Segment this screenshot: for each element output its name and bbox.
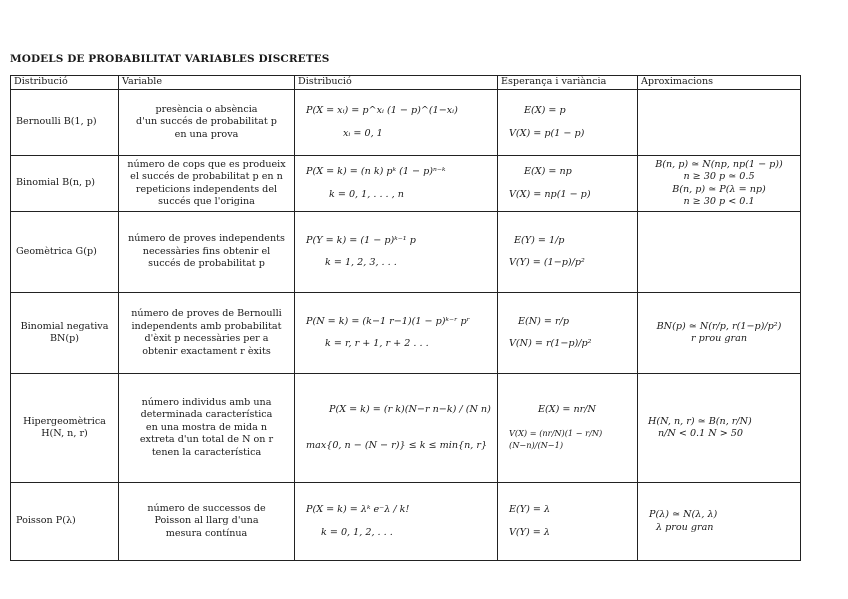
variable-line: d'un succés de probabilitat p <box>136 116 277 128</box>
variable-line: presència o absència <box>155 103 258 115</box>
table-row <box>11 374 801 483</box>
variable-line: número de proves independents <box>128 233 285 245</box>
variable-line: d'èxit p necessàries per a <box>144 333 269 344</box>
variable-line: número de cops que es produeix <box>127 158 286 170</box>
expectation-variance <box>498 293 638 374</box>
pmf-formula <box>295 90 498 156</box>
expectation: E(N) = r/p <box>518 315 569 327</box>
variable-line: extreta d'un total de N on r <box>139 434 274 446</box>
variable-line: succés que l'origina <box>158 196 255 207</box>
formula-line: P(X = k) = λᵏ e⁻λ / k! <box>306 504 410 515</box>
approx-line: n ≥ 30 p ≃ 0.5 <box>683 171 755 182</box>
approximations <box>638 90 801 156</box>
formula-line: k = 0, 1, . . . , n <box>329 188 404 200</box>
expectation-variance <box>498 374 638 483</box>
expectation-variance <box>498 156 638 212</box>
variance: V(X) = np(1 − p) <box>509 188 591 200</box>
approx-line: B(n, p) ≃ N(np, np(1 − p)) <box>655 158 783 170</box>
expectation-variance <box>498 90 638 156</box>
variable-line: necessàries fins obtenir el <box>142 245 271 257</box>
pmf-formula <box>295 293 498 374</box>
variable-line: número de successos de <box>147 502 266 514</box>
variable-line: obtenir exactament r èxits <box>142 345 271 357</box>
header-cell: Distribució <box>11 76 119 90</box>
variable-line: repeticions independents del <box>135 183 278 195</box>
approx-line: BN(p) ≃ N(r/p, r(1−p)/p²) <box>656 320 782 332</box>
header-cell: Distribució <box>295 76 498 90</box>
expectation: E(X) = np <box>524 166 572 177</box>
variable-description <box>119 293 295 374</box>
formula-line: k = r, r + 1, r + 2 . . . <box>325 338 429 349</box>
approx-line: n/N < 0.1 N > 50 <box>658 428 743 439</box>
pmf-formula <box>295 212 498 293</box>
expectation: E(Y) = λ <box>509 504 551 515</box>
expectation: E(Y) = 1/p <box>514 234 565 246</box>
approximations <box>638 483 801 561</box>
pmf-formula <box>295 374 498 483</box>
formula-line: xᵢ = 0, 1 <box>343 127 383 139</box>
header-cell: Variable <box>119 76 295 90</box>
formula-line: P(X = xᵢ) = p^xᵢ (1 − p)^(1−xᵢ) <box>306 105 458 116</box>
formula-line: k = 1, 2, 3, . . . <box>325 257 397 268</box>
variable-line: en una prova <box>174 128 239 140</box>
variance: V(Y) = (1−p)/p² <box>509 257 585 268</box>
table-row <box>11 483 801 561</box>
page-title: MODELS DE PROBABILITAT VARIABLES DISCRETES <box>10 53 330 65</box>
approx-line: r prou gran <box>691 333 747 344</box>
approx-line: n ≥ 30 p < 0.1 <box>683 196 755 207</box>
variable-description <box>119 156 295 212</box>
approx-line: H(N, n, r) ≃ B(n, r/N) <box>648 415 752 427</box>
formula-line: P(N = k) = (k−1 r−1)(1 − p)ᵏ⁻ʳ pʳ <box>306 315 470 327</box>
formula-line: k = 0, 1, 2, . . . <box>321 526 393 538</box>
variable-description <box>119 374 295 483</box>
formula-line: max{0, n − (N − r)} ≤ k ≤ min{n, r} <box>306 440 488 451</box>
table-row <box>11 156 801 212</box>
header-cell: Esperança i variància <box>498 76 638 90</box>
variance: V(Y) = λ <box>509 526 550 538</box>
variable-line: mesura contínua <box>165 527 248 539</box>
variable-line: independents amb probabilitat <box>131 320 282 332</box>
approximations <box>638 293 801 374</box>
expectation-variance <box>498 483 638 561</box>
variable-line: número individus amb una <box>141 396 272 408</box>
variance: V(X) = p(1 − p) <box>509 127 585 139</box>
approx-line: P(λ) ≃ N(λ, λ) <box>649 509 718 520</box>
formula-line: P(X = k) = (n k) pᵏ (1 − p)ⁿ⁻ᵏ <box>306 166 446 177</box>
approximations <box>638 156 801 212</box>
expectation: E(X) = p <box>524 105 566 116</box>
pmf-formula <box>295 483 498 561</box>
variable-description <box>119 90 295 156</box>
header-cell: Aproximacions <box>638 76 801 90</box>
variable-line: el succés de probabilitat p en n <box>130 171 283 182</box>
distribution-name: Poisson P(λ) <box>11 483 119 561</box>
approx-line: B(n, p) ≃ P(λ = np) <box>672 183 766 195</box>
approximations <box>638 374 801 483</box>
distribution-name: Geomètrica G(p) <box>11 212 119 293</box>
variable-line: tenen la característica <box>151 446 262 458</box>
variance: V(N) = r(1−p)/p² <box>509 338 592 349</box>
distribution-name: Binomial negativa BN(p) <box>11 293 119 374</box>
variable-line: Poisson al llarg d'una <box>154 515 259 527</box>
formula-line: P(Y = k) = (1 − p)ᵏ⁻¹ p <box>306 234 416 246</box>
distribution-name: Hipergeomètrica H(N, n, r) <box>11 374 119 483</box>
variance: V(X) = (nr/N)(1 − r/N)(N−n)/(N−1) <box>509 427 603 451</box>
formula-line: P(X = k) = (r k)(N−r n−k) / (N n) <box>329 403 491 415</box>
table-row <box>11 212 801 293</box>
table-row <box>11 293 801 374</box>
variable-line: succés de probabilitat p <box>148 258 265 270</box>
distribution-name: Binomial B(n, p) <box>11 156 119 212</box>
header-row <box>11 76 801 90</box>
variable-line: determinada característica <box>140 409 273 421</box>
expectation-variance <box>498 212 638 293</box>
approximations <box>638 212 801 293</box>
approx-line: λ prou gran <box>656 521 714 533</box>
variable-description <box>119 483 295 561</box>
variable-description <box>119 212 295 293</box>
distribution-name: Bernoulli B(1, p) <box>11 90 119 156</box>
table-row <box>11 90 801 156</box>
pmf-formula <box>295 156 498 212</box>
variable-line: en una mostra de mida n <box>145 421 268 433</box>
probability-models-table <box>10 75 801 561</box>
variable-line: número de proves de Bernoulli <box>131 308 282 319</box>
expectation: E(X) = nr/N <box>538 404 596 416</box>
